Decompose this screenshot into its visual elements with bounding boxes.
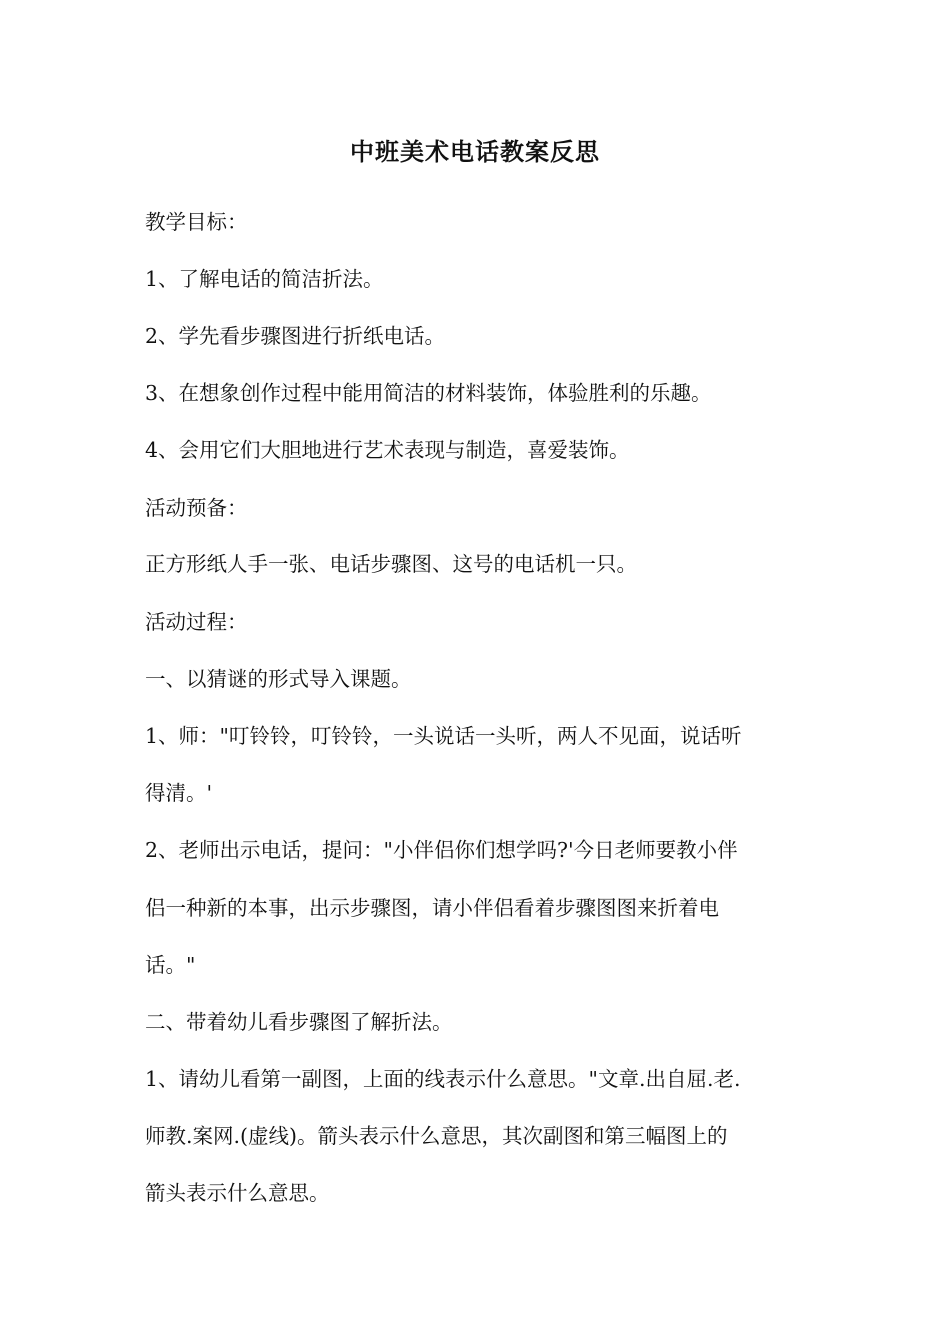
document-title: 中班美术电话教案反思 [350, 138, 600, 166]
paragraph-line: 3、在想象创作过程中能用简洁的材料装饰，体验胜利的乐趣。 [145, 381, 712, 405]
paragraph-line: 1、了解电话的简洁折法。 [145, 267, 384, 291]
paragraph-line: 2、老师出示电话，提问："小伴侣你们想学吗?'今日老师要教小伴 [145, 838, 738, 862]
paragraph-line: 箭头表示什么意思。 [145, 1181, 330, 1205]
paragraph-line: 4、会用它们大胆地进行艺术表现与制造，喜爱装饰。 [145, 438, 630, 462]
paragraph-line: 侣一种新的本事，出示步骤图，请小伴侣看着步骤图图来折着电 [145, 896, 719, 920]
section-heading-process: 活动过程： [145, 610, 248, 634]
paragraph-line: 2、学先看步骤图进行折纸电话。 [145, 324, 446, 348]
paragraph-line: 话。" [145, 953, 196, 977]
paragraph-line: 1、请幼儿看第一副图，上面的线表示什么意思。"文章.出自屈.老. [145, 1067, 741, 1091]
paragraph-line: 1、师："叮铃铃，叮铃铃，一头说话一头听，两人不见面，说话听 [145, 724, 742, 748]
paragraph-line: 正方形纸人手一张、电话步骤图、这号的电话机一只。 [145, 552, 637, 576]
section-heading-preparation: 活动预备： [145, 496, 248, 520]
section-heading-teaching-goals: 教学目标： [145, 210, 248, 234]
paragraph-line: 一、以猜谜的形式导入课题。 [145, 667, 412, 691]
paragraph-line: 二、带着幼儿看步骤图了解折法。 [145, 1010, 453, 1034]
paragraph-line: 得清。' [145, 781, 213, 805]
paragraph-line: 师教.案网.(虚线)。箭头表示什么意思，其次副图和第三幅图上的 [145, 1124, 728, 1148]
